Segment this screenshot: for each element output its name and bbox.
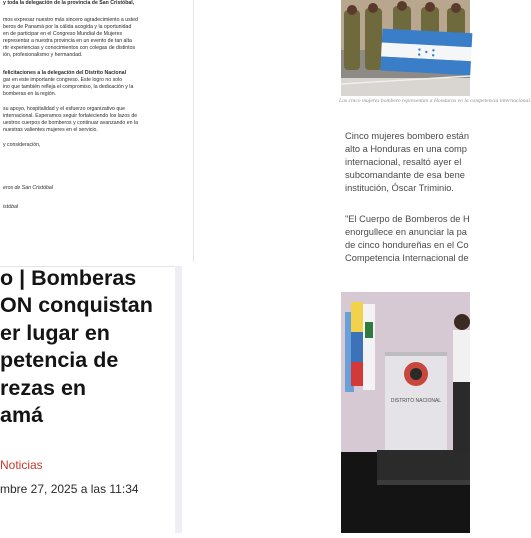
headline-line[interactable]: petencia de bbox=[0, 348, 119, 372]
publish-date: mbre 27, 2025 a las 11:34 bbox=[0, 482, 139, 496]
photo-firefighters-flag-art bbox=[341, 0, 470, 96]
article-line: institución, Óscar Triminio. bbox=[345, 183, 455, 193]
letter-line: gar en este importante congreso. Este logro no solo bbox=[3, 77, 123, 83]
placard-text: DISTRITO NACIONAL bbox=[390, 398, 442, 404]
article-line: alto a Honduras en una comp bbox=[345, 144, 467, 154]
letter-line: beros de Panamá por la cálida acogida y la oportunidad bbox=[3, 24, 132, 30]
article-line: subcomandante de esa bene bbox=[345, 170, 465, 180]
photo-event-stage-art bbox=[341, 292, 470, 533]
article-line: internacional, resaltó ayer el bbox=[345, 157, 462, 167]
article-line: de cinco hondureñas en el Co bbox=[345, 240, 469, 250]
letter-line: uestros cuerpos de bomberos y continuar avanzando en la bbox=[3, 120, 138, 126]
article-line: "El Cuerpo de Bomberos de H bbox=[345, 214, 470, 224]
article-line: Cinco mujeres bombero están bbox=[345, 131, 470, 141]
letter-line: nuestras valientes mujeres en el servicio. bbox=[3, 127, 98, 133]
letter-line: en de participar en el Congreso Mundial de Mujeres bbox=[3, 31, 123, 37]
headline-line[interactable]: amá bbox=[0, 403, 44, 427]
photo-firefighters-flag bbox=[341, 0, 470, 96]
photo-event-stage bbox=[341, 292, 470, 533]
headline-line[interactable]: o | Bomberas bbox=[0, 266, 137, 290]
letter-signature-line: istóbal bbox=[3, 204, 18, 210]
letter-line: internacional. Esperamos seguir fortaleciendo los lazos de bbox=[3, 113, 138, 119]
letter-line: bomberas en la región. bbox=[3, 91, 57, 97]
headline-line[interactable]: ON conquistan bbox=[0, 293, 153, 317]
article-line: enorgullece en anunciar la pa bbox=[345, 227, 467, 237]
letter-signature-line: eros de San Cristóbal bbox=[3, 185, 53, 191]
headline-line[interactable]: er lugar en bbox=[0, 321, 110, 345]
article-line: Competencia Internacional de bbox=[345, 253, 469, 263]
card-edge bbox=[175, 266, 182, 533]
letter-line: representar a nuestra provincia en un evento de tan alta bbox=[3, 38, 132, 44]
letter-line: y consideración, bbox=[3, 142, 41, 148]
letter-document bbox=[0, 0, 190, 262]
letter-line: rtir experiencias y conocimientos con colegas de distintos bbox=[3, 45, 136, 51]
letter-line: y toda la delegación de la provincia de San Cristóbal, bbox=[3, 0, 135, 6]
letter-line: su apoyo, hospitalidad y el esfuerzo organizativo que bbox=[3, 106, 125, 112]
source-link[interactable]: Noticias bbox=[0, 458, 43, 472]
photo-caption: Las cinco mujeres bombero representan a Honduras en la competencia internacional. bbox=[339, 98, 531, 104]
letter-line: mos expresar nuestro más sincero agradecimiento a usted bbox=[3, 17, 138, 23]
column-divider bbox=[193, 0, 194, 262]
letter-line: ión, profesionalismo y hermandad. bbox=[3, 52, 83, 58]
letter-line: felicitaciones a la delegación del Distrito Nacional bbox=[3, 70, 127, 76]
letter-line: ino que también refleja el compromiso, la dedicación y la bbox=[3, 84, 134, 90]
headline-line[interactable]: rezas en bbox=[0, 376, 87, 400]
